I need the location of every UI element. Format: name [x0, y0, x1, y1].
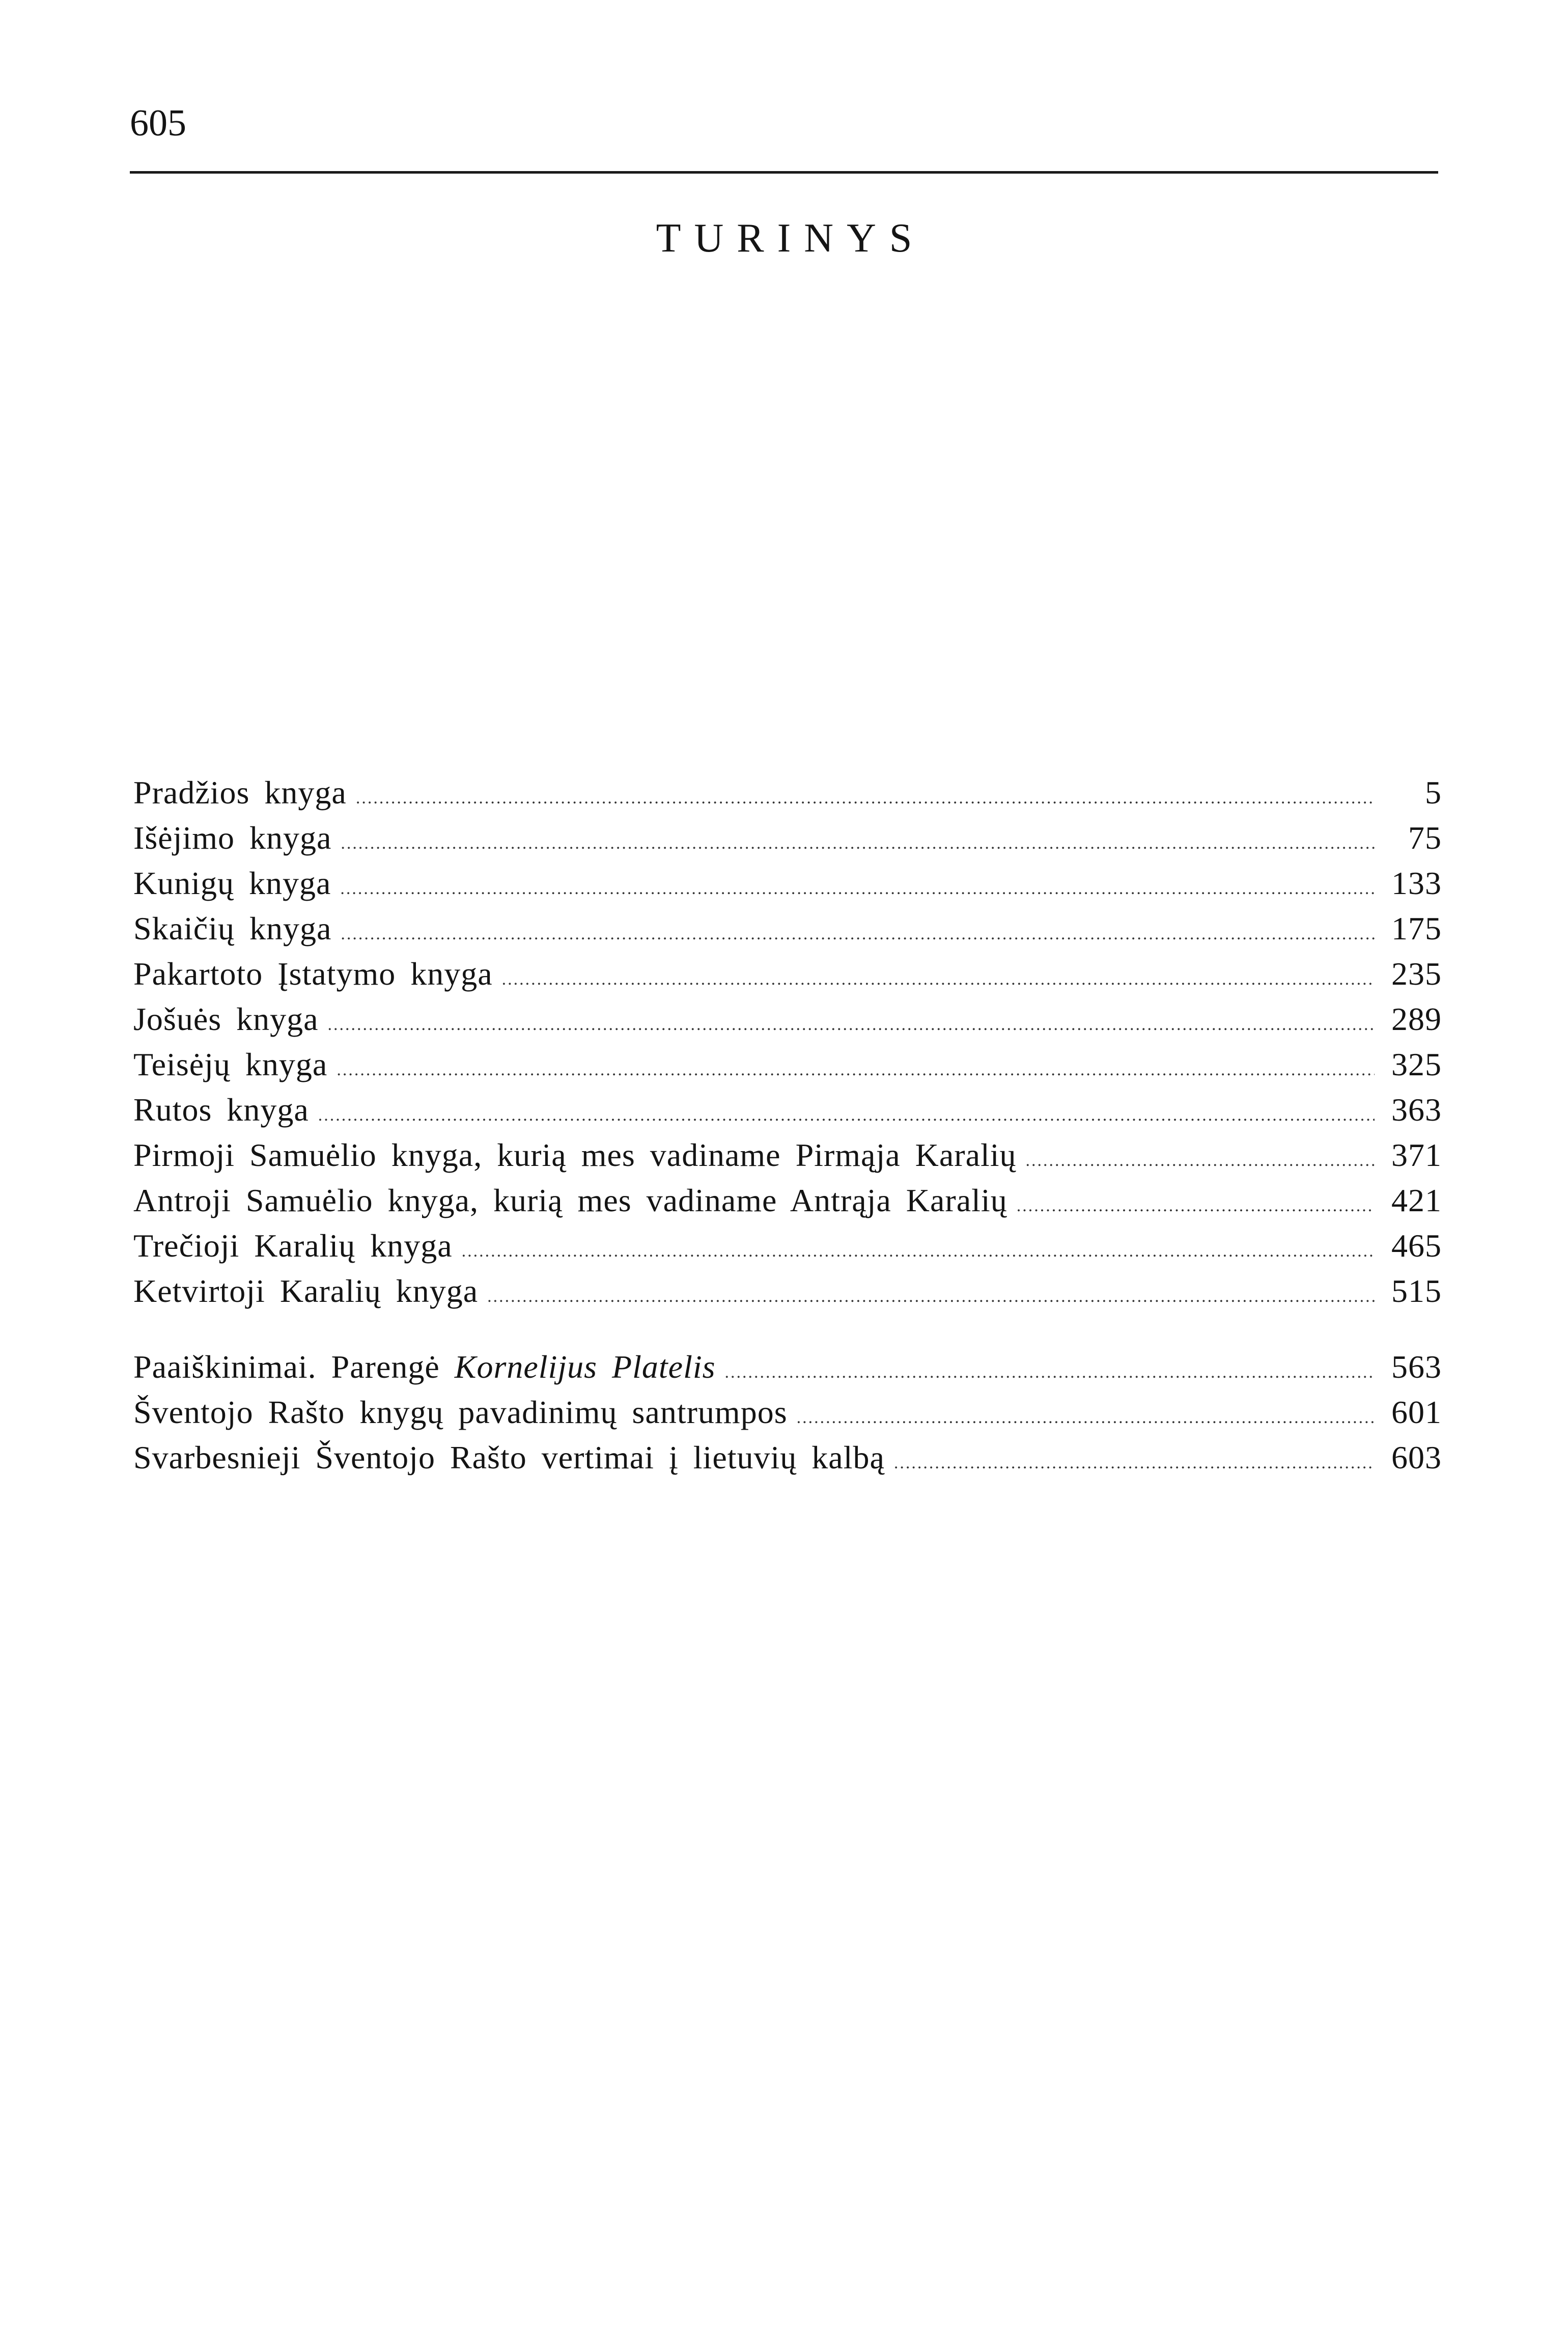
toc-entry-title: Pakartoto Įstatymo knyga: [133, 956, 493, 992]
toc-leader: [318, 1093, 1375, 1138]
toc-entry: [133, 951, 1442, 996]
toc-leader: [462, 1229, 1375, 1274]
toc-entry-title: Skaičių knyga: [133, 910, 332, 946]
toc-entry-page: 363: [1391, 1092, 1442, 1128]
toc-entry-page: 601: [1391, 1394, 1442, 1430]
toc-entry-page: 603: [1391, 1439, 1442, 1475]
toc-entry: [133, 860, 1442, 906]
toc-leader: [1017, 1183, 1375, 1229]
toc-entry: [133, 1087, 1442, 1132]
toc-entry-title: Trečioji Karalių knyga: [133, 1228, 453, 1264]
toc-entry-page: 289: [1391, 1001, 1442, 1037]
toc-entry-title: [133, 1344, 716, 1389]
toc-leader: [356, 775, 1375, 821]
toc-entry-page: 235: [1391, 956, 1442, 992]
toc-entry-title: Antroji Samuėlio knyga, kurią mes vadiname Antrąja Karalių: [133, 1182, 1007, 1218]
toc-entry-title: Jošuės knyga: [133, 1001, 319, 1037]
header-rule: [130, 171, 1438, 174]
toc-entry-page: 515: [1391, 1273, 1442, 1309]
toc-leader: [797, 1395, 1375, 1440]
toc-entry-page: 75: [1408, 820, 1442, 856]
toc-entry-title: Pirmoji Samuėlio knyga, kurią mes vadiname Pirmąja Karalių: [133, 1137, 1017, 1173]
toc-leader: [341, 911, 1375, 957]
toc-leader: [502, 957, 1375, 1002]
toc-leader: [725, 1350, 1375, 1395]
toc-leader: [487, 1274, 1375, 1319]
toc-entry-title: Rutos knyga: [133, 1092, 309, 1128]
toc-entry: [133, 1223, 1442, 1268]
toc-entry-page: 325: [1391, 1046, 1442, 1082]
toc-leader: [1026, 1138, 1375, 1183]
toc-leader: [894, 1440, 1375, 1486]
toc-leader: [340, 866, 1375, 911]
toc-entry-title: Ketvirtoji Karalių knyga: [133, 1273, 479, 1309]
toc-entry-page: 563: [1391, 1349, 1442, 1385]
toc-entry-page: 371: [1391, 1137, 1442, 1173]
toc-main-list: [133, 770, 1442, 1314]
toc-leader: [337, 1047, 1375, 1093]
toc-leader: [328, 1002, 1375, 1047]
toc-entry: [133, 906, 1442, 951]
toc-entry-page: 5: [1425, 774, 1442, 811]
toc-extra-list: [133, 1344, 1442, 1480]
toc-entry-title: Šventojo Rašto knygų pavadinimų santrumpos: [133, 1394, 788, 1430]
toc-leader: [341, 821, 1375, 866]
toc-entry: [133, 1178, 1442, 1223]
toc-entry: [133, 1268, 1442, 1314]
toc-entry: [133, 1389, 1442, 1435]
toc-entry: [133, 1132, 1442, 1178]
toc-entry-title: Pradžios knyga: [133, 774, 347, 811]
page-number: 605: [130, 102, 186, 144]
toc-entry: [133, 815, 1442, 860]
toc-entry-page: 133: [1391, 865, 1442, 901]
toc-entry-title-italic: Kornelijus Platelis: [454, 1349, 716, 1385]
toc-entry-title: Svarbesnieji Šventojo Rašto vertimai į lietuvių kalbą: [133, 1439, 885, 1475]
toc-entry-title: Teisėjų knyga: [133, 1046, 328, 1082]
toc-entry: [133, 1344, 1442, 1389]
toc-entry-page: 421: [1391, 1182, 1442, 1218]
toc-entry-title: Išėjimo knyga: [133, 820, 332, 856]
page-title: TURINYS: [656, 216, 926, 261]
toc-entry-title-plain: Paaiškinimai. Parengė: [133, 1349, 440, 1385]
toc-entry: [133, 1042, 1442, 1087]
toc-entry: [133, 996, 1442, 1042]
toc-entry: [133, 770, 1442, 815]
toc-entry-title: Kunigų knyga: [133, 865, 331, 901]
toc-entry-page: 175: [1391, 910, 1442, 946]
toc-entry: [133, 1435, 1442, 1480]
toc-entry-page: 465: [1391, 1228, 1442, 1264]
